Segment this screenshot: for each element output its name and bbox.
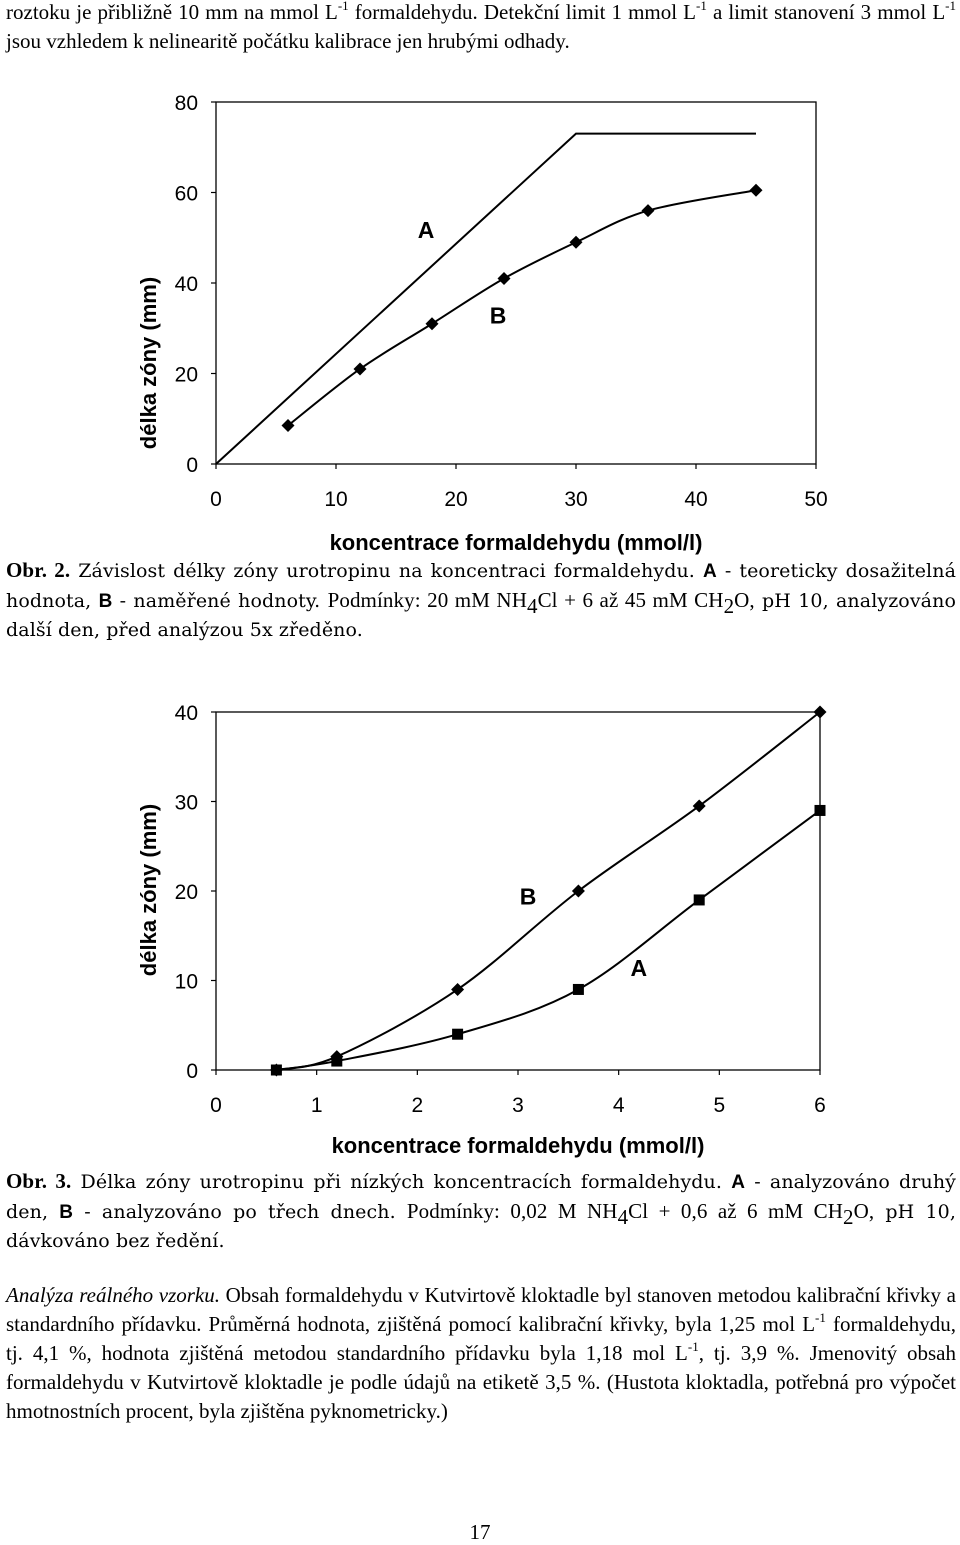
x-tick-label: 10 (324, 488, 348, 511)
intro-sup-3: -1 (945, 0, 956, 13)
y-tick-label: 0 (186, 454, 198, 477)
intro-text-2: formaldehydu. Detekční limit 1 mmol L (348, 0, 697, 24)
y-axis-label: délka zóny (mm) (136, 803, 161, 977)
x-axis-label: koncentrace formaldehydu (mmol/l) (331, 1133, 705, 1158)
x-tick-label: 2 (411, 1094, 424, 1117)
caption3-sub-2: 2 (842, 1204, 854, 1229)
x-tick-label: 3 (512, 1094, 524, 1117)
series-label-b: B (519, 883, 537, 910)
intro-text-3: a limit stanovení 3 mmol L (706, 0, 946, 24)
y-tick-label: 20 (174, 881, 198, 904)
caption2-text-1: Závislost délky zóny urotropinu na koncentraci formaldehydu. (70, 560, 703, 582)
caption3-sub-1: 4 (617, 1204, 629, 1229)
series-label-a: A (630, 955, 648, 982)
series-a-point (815, 805, 826, 816)
y-tick-label: 60 (174, 182, 198, 206)
series-label-a: A (417, 216, 435, 243)
analysis-text-3: , tj. 3,9 %. Jmenovitý obsah formaldehydu v Kutvirtově kloktadle je podle údajů na etiketě 3,5 %. (Hustota kloktadla, potřebná pro výpočet hmotnostních procent, byla zjištěna pyknometricky.) (6, 1341, 956, 1423)
figure-3-label: Obr. 3. (6, 1169, 72, 1193)
x-tick-label: 30 (564, 488, 588, 511)
intro-text-1: roztoku je přibližně 10 mm na mmol L (6, 0, 338, 24)
analysis-sup-2: -1 (687, 1339, 699, 1354)
caption2-conditions-3: O, (734, 588, 755, 612)
x-tick-label: 5 (713, 1094, 726, 1117)
figure-3-caption (6, 1167, 956, 1256)
series-a-point (694, 894, 705, 905)
caption2-conditions-1: Podmínky: 20 mM NH (327, 588, 527, 612)
analysis-heading: Analýza reálného vzorku. (6, 1283, 221, 1307)
x-tick-label: 4 (612, 1094, 625, 1117)
analysis-sup-1: -1 (815, 1310, 826, 1325)
caption2-series-b: B (98, 591, 113, 612)
y-axis-label: délka zóny (mm) (136, 276, 161, 450)
caption3-conditions-1: Podmínky: 0,02 M NH (406, 1199, 618, 1223)
intro-paragraph (6, 0, 956, 56)
y-tick-label: 10 (174, 970, 198, 994)
chart-zone-length-low-concentration (0, 690, 960, 1170)
caption2-sub-2: 2 (723, 593, 735, 618)
caption2-conditions-2: Cl + 6 až 45 mM CH (537, 588, 724, 612)
caption3-series-a: A (731, 1172, 746, 1193)
caption3-text-2: - analyzováno druhý den, (6, 1171, 956, 1223)
x-tick-label: 50 (804, 488, 828, 511)
intro-sup-2: -1 (696, 0, 707, 13)
analysis-text-1: Obsah formaldehydu v Kutvirtově kloktadle byl stanoven metodou kalibrační křivky a standardního přídavku. Průměrná hodnota, zjištěná pomocí kalibrační křivky, byla 1,25 mol L (6, 1283, 957, 1336)
y-tick-label: 20 (174, 363, 198, 387)
series-a-point (573, 984, 584, 995)
y-tick-label: 0 (186, 1060, 198, 1083)
figure-2-caption (6, 556, 956, 645)
page-number: 17 (469, 1520, 491, 1544)
analysis-text-2: formaldehydu, tj. 4,1 %, hodnota zjištěná metodou standardního přídavku byla 1,18 mol L (6, 1312, 957, 1365)
caption3-text-3: - analyzováno po třech dnech. (73, 1201, 407, 1223)
x-tick-label: 0 (210, 488, 222, 511)
series-a-point (452, 1029, 463, 1040)
caption2-text-3: - naměřené hodnoty. (112, 590, 328, 612)
caption3-text-4: pH 10, dávkováno bez ředění. (6, 1201, 956, 1252)
caption2-series-a: A (702, 561, 717, 582)
caption3-conditions-2: Cl + 0,6 až 6 mM CH (628, 1199, 843, 1223)
caption3-conditions-3: O, (853, 1199, 875, 1223)
series-label-b: B (489, 302, 507, 329)
x-tick-label: 6 (814, 1094, 826, 1117)
analysis-paragraph (6, 1281, 956, 1426)
caption3-text-1: Délka zóny urotropinu při nízkých koncentracích formaldehydu. (71, 1171, 732, 1193)
x-axis-label: koncentrace formaldehydu (mmol/l) (329, 530, 703, 555)
caption2-sub-1: 4 (526, 593, 538, 618)
y-tick-label: 40 (174, 273, 198, 296)
caption2-text-2: - teoreticky dosažitelná hodnota, (6, 560, 956, 612)
x-tick-label: 40 (684, 488, 708, 511)
caption3-series-b: B (59, 1202, 74, 1223)
figure-2-label: Obr. 2. (6, 558, 71, 582)
caption2-text-4: pH 10, analyzováno další den, před analýzou 5x zředěno. (6, 590, 956, 641)
x-tick-label: 0 (210, 1094, 222, 1117)
y-tick-label: 40 (174, 702, 198, 725)
plot-area-border (216, 102, 816, 464)
intro-sup-1: -1 (337, 0, 349, 13)
x-tick-label: 20 (444, 488, 468, 511)
y-tick-label: 80 (174, 92, 198, 115)
intro-text-4: jsou vzhledem k nelinearitě počátku kalibrace jen hrubými odhady. (6, 29, 570, 53)
y-tick-label: 30 (174, 791, 198, 815)
x-tick-label: 1 (310, 1094, 323, 1117)
